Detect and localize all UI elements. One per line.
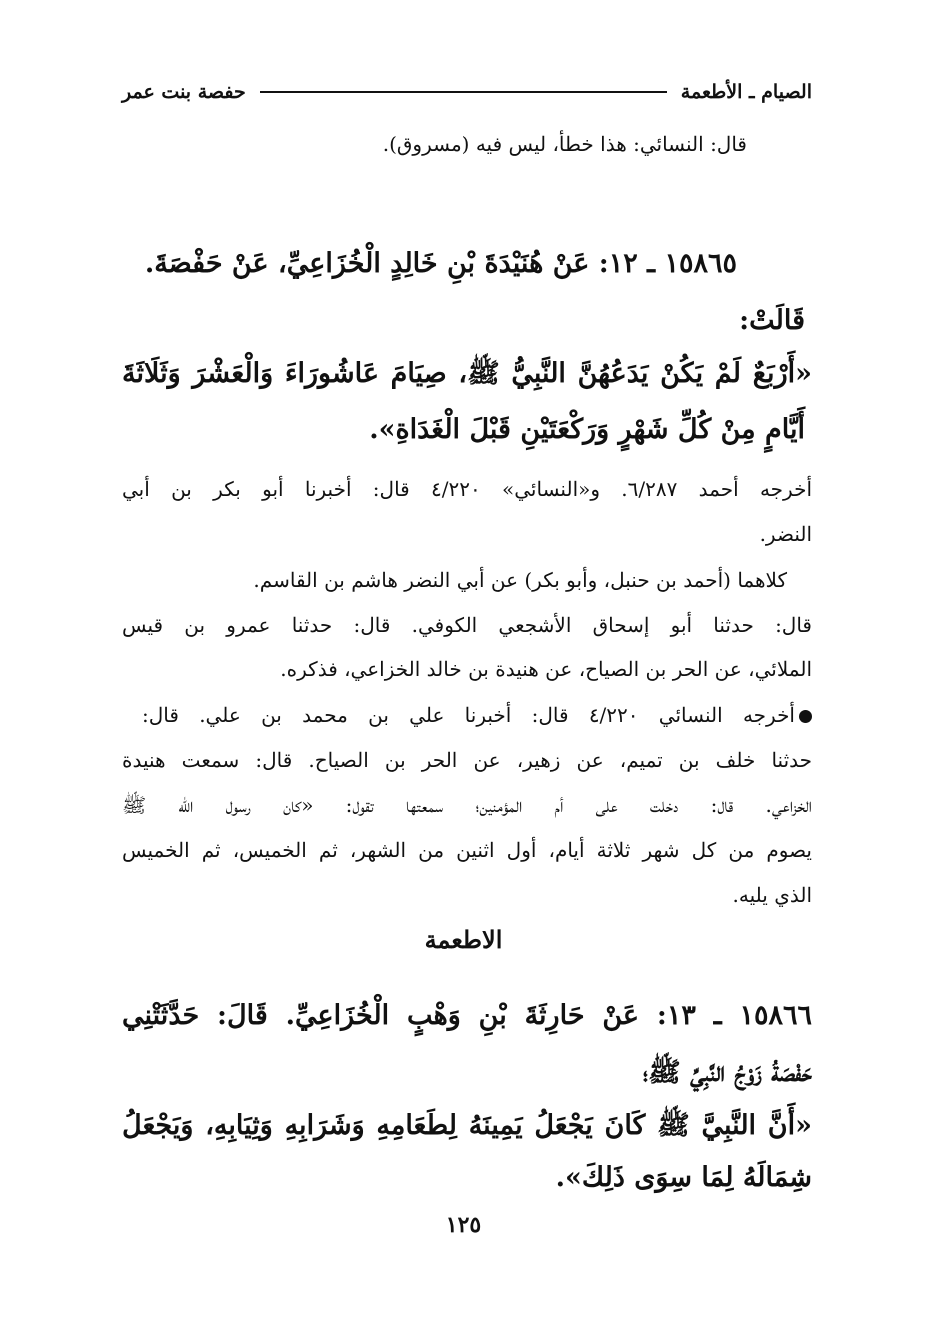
takhrij-2-line-4: يصوم من كل شهر ثلاثة أيام، أول اثنين من الشهر، ثم الخميس، ثم الخميس	[122, 838, 812, 862]
hadith-15866-line-1: ١٥٨٦٦ ـ ١٣: عَنْ حَارِثَةَ بْنِ وَهْبٍ الْخُزَاعِيِّ. قَالَ: حَدَّثَتْنِي	[122, 1000, 812, 1031]
takhrij-1-line-5: الملائي، عن الحر بن الصياح، عن هنيدة بن خالد الخزاعي، فذكره.	[280, 657, 812, 681]
hadith-15865-line-3: «أَرْبَعٌ لَمْ يَكُنْ يَدَعُهُنَّ النَّبِيُّ ﷺ، صِيَامَ عَاشُورَاءَ وَالْعَشْرَ وَثَلَاثَةَ	[122, 358, 812, 389]
hadith-15865-line-2: قَالَتْ:	[739, 305, 805, 336]
takhrij-1-line-3: كلاهما (أحمد بن حنبل، وأبو بكر) عن أبي النضر هاشم بن القاسم.	[253, 568, 787, 592]
header-section-title: حفصة بنت عمر	[122, 81, 246, 103]
hadith-15866-line-2: حَفْصَةُ زَوْجُ النَّبِيِّ ﷺ؛	[642, 1057, 812, 1088]
takhrij-1-line-4: قال: حدثنا أبو إسحاق الأشجعي الكوفي. قال: حدثنا عمرو بن قيس	[122, 613, 812, 637]
page-number: ١٢٥	[445, 1212, 482, 1238]
takhrij-2-line-1-text: أخرجه النسائي ٤/٢٢٠ قال: أخبرنا علي بن محمد بن علي. قال:	[142, 703, 795, 727]
intro-line: قال: النسائي: هذا خطأ، ليس فيه (مسروق).	[382, 132, 747, 156]
hadith-15865-line-4: أَيَّامٍ مِنْ كُلِّ شَهْرٍ وَرَكْعَتَيْنِ قَبْلَ الْغَدَاةِ».	[369, 414, 805, 445]
takhrij-2-line-5: الذي يليه.	[732, 883, 812, 907]
takhrij-2-line-1	[142, 703, 812, 727]
hadith-15866-line-3: «أَنَّ النَّبِيَّ ﷺ كَانَ يَجْعَلُ يَمِينَهُ لِطَعَامِهِ وَشَرَابِهِ وَثِيَابِهِ، وَيَجْعَلُ	[122, 1110, 812, 1141]
hadith-15865-line-1: ١٥٨٦٥ ـ ١٢: عَنْ هُنَيْدَةَ بْنِ خَالِدٍ الْخُزَاعِيِّ، عَنْ حَفْصَةَ.	[144, 248, 737, 279]
takhrij-2-line-3: الخزاعي. قال: دخلت على أم المؤمنين؛ سمعتها تقول: «كان رسول الله ﷺ	[122, 793, 812, 817]
header-chapter-title: الصيام ـ الأطعمة	[680, 81, 812, 103]
section-heading: الاطعمة	[424, 925, 503, 954]
header-rule	[260, 91, 667, 93]
running-header	[122, 72, 812, 112]
takhrij-1-line-1: أخرجه أحمد ٦/٢٨٧. و«النسائي» ٤/٢٢٠ قال: أخبرنا أبو بكر بن أبي	[122, 477, 812, 501]
takhrij-2-line-2: حدثنا خلف بن تميم، عن زهير، عن الحر بن الصياح. قال: سمعت هنيدة	[122, 748, 812, 772]
bullet-icon	[799, 710, 812, 723]
hadith-15866-line-4: شِمَالَهُ لِمَا سِوَى ذَلِكَ».	[555, 1162, 812, 1193]
takhrij-1-line-2: النضر.	[759, 522, 812, 546]
